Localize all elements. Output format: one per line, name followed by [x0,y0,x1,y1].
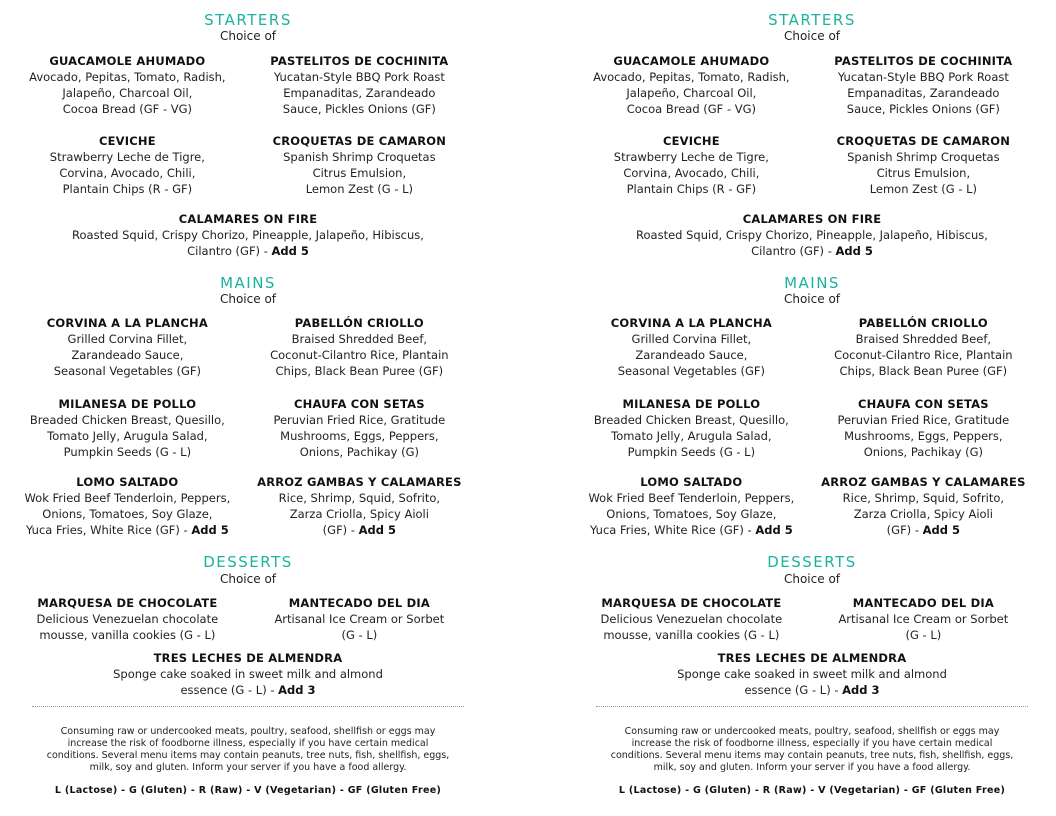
starters-choice: Choice of [219,29,277,43]
item-desc-line: Zarandeado Sauce, [71,348,184,362]
item-desc-line [803,522,1044,538]
item-desc-line: Roasted Squid, Crispy Chorizo, Pineapple, Jalapeño, Hibiscus, [636,228,988,242]
item-desc-text: (GF) - [886,523,923,537]
starters-row-2 [580,134,1044,197]
item-name: MARQUESA DE CHOCOLATE [601,596,782,610]
item-desc-line: Cocoa Bread (GF - VG) [626,102,757,116]
desserts-row-1 [580,596,1044,643]
dietary-legend: L (Lactose) - G (Gluten) - R (Raw) - V (Vegetarian) - GF (Gluten Free) [618,785,1006,796]
mains-row-2 [580,397,1044,460]
item-desc-line: Zarza Criolla, Spicy Aioli [289,507,429,521]
starters-row-2 [16,134,480,197]
item-name: PABELLÓN CRIOLLO [858,316,988,330]
mains-title: MAINS [784,274,840,292]
disclaimer-line: conditions. Several menu items may contain peanuts, tree nuts, fish, shellfish, eggs, [46,750,450,761]
item-desc-line: Grilled Corvina Fillet, [67,332,188,346]
mains-row-2 [16,397,480,460]
item-name: CROQUETAS DE CAMARON [836,134,1011,148]
divider [32,706,464,707]
item-desc-line: Delicious Venezuelan chocolate [36,612,219,626]
menu-item-wide [16,212,480,259]
item-desc-line: Artisanal Ice Cream or Sorbet [838,612,1009,626]
menu-item [803,475,1044,538]
mains-row-1 [16,316,480,379]
item-desc-line [239,522,480,538]
item-desc-line: Strawberry Leche de Tigre, [613,150,769,164]
item-desc-line: mousse, vanilla cookies (G - L) [603,628,780,642]
add-price: Add 5 [358,523,397,537]
menu-item [239,596,480,643]
add-price: Add 5 [191,523,229,537]
disclaimer-line: Consuming raw or undercooked meats, poultry, seafood, shellfish or eggs may [624,726,1000,737]
item-desc-line: Tomato Jelly, Arugula Salad, [47,429,208,443]
menu-item [16,397,239,460]
menu-item [16,475,239,538]
item-desc-line [580,522,803,538]
item-desc-line: Spanish Shrimp Croquetas [847,150,1000,164]
add-price: Add 5 [271,244,309,258]
item-name: CALAMARES ON FIRE [742,212,882,226]
item-name: CROQUETAS DE CAMARON [272,134,447,148]
item-desc-line: Spanish Shrimp Croquetas [283,150,436,164]
desserts-choice: Choice of [219,572,277,586]
menu-item-wide [16,651,480,698]
item-desc-line [580,682,1044,698]
item-name: CALAMARES ON FIRE [178,212,318,226]
item-desc-line: Delicious Venezuelan chocolate [600,612,783,626]
item-name: MILANESA DE POLLO [622,397,761,411]
item-name: MILANESA DE POLLO [58,397,197,411]
menu-column-right [528,0,1056,816]
item-name: ARROZ GAMBAS Y CALAMARES [257,475,462,489]
item-desc-line: Zarza Criolla, Spicy Aioli [853,507,993,521]
item-desc-line: Corvina, Avocado, Chili, [59,166,196,180]
disclaimer-line: milk, soy and gluten. Inform your server if you have a food allergy. [89,762,407,773]
starters-title: STARTERS [204,11,292,29]
disclaimer-line: increase the risk of foodborne illness, especially if you have certain medical [631,738,993,749]
item-desc-line: Yucatan-Style BBQ Pork Roast [837,70,1009,84]
starters-row-1 [16,54,480,117]
item-desc-line: Avocado, Pepitas, Tomato, Radish, [29,70,226,84]
item-desc-line [16,522,239,538]
item-name: LOMO SALTADO [640,475,743,489]
add-price: Add 3 [278,683,316,697]
item-desc-line: Avocado, Pepitas, Tomato, Radish, [593,70,790,84]
item-name: GUACAMOLE AHUMADO [613,54,770,68]
menu-item [580,397,803,460]
item-name: MANTECADO DEL DIA [288,596,430,610]
allergy-disclaimer [580,726,1044,774]
item-desc-line [16,682,480,698]
item-desc-line: Braised Shredded Beef, [855,332,992,346]
item-desc-line: Roasted Squid, Crispy Chorizo, Pineapple, Jalapeño, Hibiscus, [72,228,424,242]
starters-row-1 [580,54,1044,117]
item-name: CORVINA A LA PLANCHA [46,316,208,330]
menu-item-wide [580,212,1044,259]
item-desc-line: Plantain Chips (R - GF) [626,182,757,196]
item-name: ARROZ GAMBAS Y CALAMARES [821,475,1026,489]
desserts-choice: Choice of [783,572,841,586]
menu-item [580,134,803,197]
item-desc-line: Sauce, Pickles Onions (GF) [282,102,436,116]
item-desc-line: Zarandeado Sauce, [635,348,748,362]
item-desc-line: Peruvian Fried Rice, Gratitude [273,413,446,427]
desserts-row-1 [16,596,480,643]
item-desc-line: Yucatan-Style BBQ Pork Roast [273,70,445,84]
item-name: CEVICHE [98,134,156,148]
add-price: Add 5 [755,523,793,537]
item-desc-line: Chips, Black Bean Puree (GF) [839,364,1008,378]
add-price: Add 3 [842,683,880,697]
item-name: MARQUESA DE CHOCOLATE [37,596,218,610]
item-name: PASTELITOS DE COCHINITA [834,54,1013,68]
item-desc-line: Citrus Emulsion, [876,166,971,180]
menu-item [580,596,803,643]
add-price: Add 5 [835,244,873,258]
item-desc-line: Sponge cake soaked in sweet milk and almond [677,667,947,681]
mains-choice: Choice of [219,292,277,306]
menu-item [16,134,239,197]
menu-item [803,397,1044,460]
menu-item [580,316,803,379]
item-desc-line: Sauce, Pickles Onions (GF) [846,102,1000,116]
item-desc-line: Onions, Tomatoes, Soy Glaze, [42,507,213,521]
item-desc-line: Citrus Emulsion, [312,166,407,180]
item-desc-line: Artisanal Ice Cream or Sorbet [274,612,445,626]
mains-row-3 [16,475,480,538]
disclaimer-line: increase the risk of foodborne illness, especially if you have certain medical [67,738,429,749]
mains-row-3 [580,475,1044,538]
item-desc-line: Coconut-Cilantro Rice, Plantain [834,348,1013,362]
item-name: GUACAMOLE AHUMADO [49,54,206,68]
menu-item [580,54,803,117]
item-desc-line: Coconut-Cilantro Rice, Plantain [270,348,449,362]
item-desc-line: Pumpkin Seeds (G - L) [63,445,192,459]
menu-item [580,475,803,538]
item-desc-line: Wok Fried Beef Tenderloin, Peppers, [24,491,231,505]
item-desc-line: Onions, Tomatoes, Soy Glaze, [606,507,777,521]
dietary-legend: L (Lactose) - G (Gluten) - R (Raw) - V (Vegetarian) - GF (Gluten Free) [54,785,442,796]
item-desc-line: Jalapeño, Charcoal Oil, [62,86,193,100]
item-name: CEVICHE [662,134,720,148]
item-name: MANTECADO DEL DIA [852,596,994,610]
item-desc-text: (GF) - [322,523,359,537]
item-desc-line: Grilled Corvina Fillet, [631,332,752,346]
item-desc-line [16,243,480,259]
menu-item [239,134,480,197]
item-desc-line: Corvina, Avocado, Chili, [623,166,760,180]
item-desc-line: Strawberry Leche de Tigre, [49,150,205,164]
item-name: LOMO SALTADO [76,475,179,489]
menu-item [16,54,239,117]
item-desc-line: Lemon Zest (G - L) [305,182,414,196]
menu-item [239,397,480,460]
menu-item [803,54,1044,117]
item-desc-line: Breaded Chicken Breast, Quesillo, [593,413,789,427]
item-desc-line [580,243,1044,259]
item-desc-line: (G - L) [341,628,378,642]
menu-item [803,134,1044,197]
item-desc-text: essence (G - L) - [744,683,843,697]
menu-item [239,54,480,117]
menu-item-wide [580,651,1044,698]
menu-item [16,316,239,379]
mains-row-1 [580,316,1044,379]
item-name: TRES LECHES DE ALMENDRA [153,651,343,665]
item-desc-line: Lemon Zest (G - L) [869,182,978,196]
starters-choice: Choice of [783,29,841,43]
item-desc-line: Braised Shredded Beef, [291,332,428,346]
disclaimer-line: milk, soy and gluten. Inform your server if you have a food allergy. [653,762,971,773]
item-desc-line: Rice, Shrimp, Squid, Sofrito, [278,491,441,505]
add-price: Add 5 [922,523,961,537]
item-desc-line: Mushrooms, Eggs, Peppers, [280,429,439,443]
item-desc-line: Mushrooms, Eggs, Peppers, [844,429,1003,443]
item-desc-line: Chips, Black Bean Puree (GF) [275,364,444,378]
item-desc-text: Cilantro (GF) - [751,244,836,258]
item-desc-line: Onions, Pachikay (G) [863,445,983,459]
item-desc-line: Empanaditas, Zarandeado [847,86,1000,100]
starters-title: STARTERS [768,11,856,29]
divider [596,706,1028,707]
menu-item [239,475,480,538]
item-desc-line: (G - L) [905,628,942,642]
disclaimer-line: Consuming raw or undercooked meats, poultry, seafood, shellfish or eggs may [60,726,436,737]
item-desc-line: Empanaditas, Zarandeado [283,86,436,100]
item-desc-line: Wok Fried Beef Tenderloin, Peppers, [588,491,795,505]
item-desc-line: Rice, Shrimp, Squid, Sofrito, [842,491,1005,505]
item-desc-line: Breaded Chicken Breast, Quesillo, [29,413,225,427]
item-desc-line: Seasonal Vegetables (GF) [53,364,202,378]
menu-item [239,316,480,379]
allergy-disclaimer [16,726,480,774]
item-desc-line: Seasonal Vegetables (GF) [617,364,766,378]
item-desc-line: Tomato Jelly, Arugula Salad, [611,429,772,443]
item-desc-line: Cocoa Bread (GF - VG) [62,102,193,116]
item-desc-line: mousse, vanilla cookies (G - L) [39,628,216,642]
item-name: CHAUFA CON SETAS [293,397,425,411]
menu-item [803,596,1044,643]
menu-item [803,316,1044,379]
item-desc-line: Sponge cake soaked in sweet milk and almond [113,667,383,681]
menu-item [16,596,239,643]
desserts-title: DESSERTS [203,553,293,571]
item-desc-line: Peruvian Fried Rice, Gratitude [837,413,1010,427]
item-desc-line: Jalapeño, Charcoal Oil, [626,86,757,100]
item-name: PASTELITOS DE COCHINITA [270,54,449,68]
disclaimer-line: conditions. Several menu items may contain peanuts, tree nuts, fish, shellfish, eggs, [610,750,1014,761]
item-name: PABELLÓN CRIOLLO [294,316,424,330]
item-name: CHAUFA CON SETAS [857,397,989,411]
desserts-title: DESSERTS [767,553,857,571]
mains-title: MAINS [220,274,276,292]
item-desc-text: essence (G - L) - [180,683,279,697]
item-desc-line: Plantain Chips (R - GF) [62,182,193,196]
item-desc-line: Pumpkin Seeds (G - L) [627,445,756,459]
item-desc-text: Yuca Fries, White Rice (GF) - [589,523,756,537]
item-name: CORVINA A LA PLANCHA [610,316,772,330]
mains-choice: Choice of [783,292,841,306]
item-desc-line: Onions, Pachikay (G) [299,445,419,459]
item-desc-text: Cilantro (GF) - [187,244,272,258]
item-desc-text: Yuca Fries, White Rice (GF) - [25,523,192,537]
item-name: TRES LECHES DE ALMENDRA [717,651,907,665]
